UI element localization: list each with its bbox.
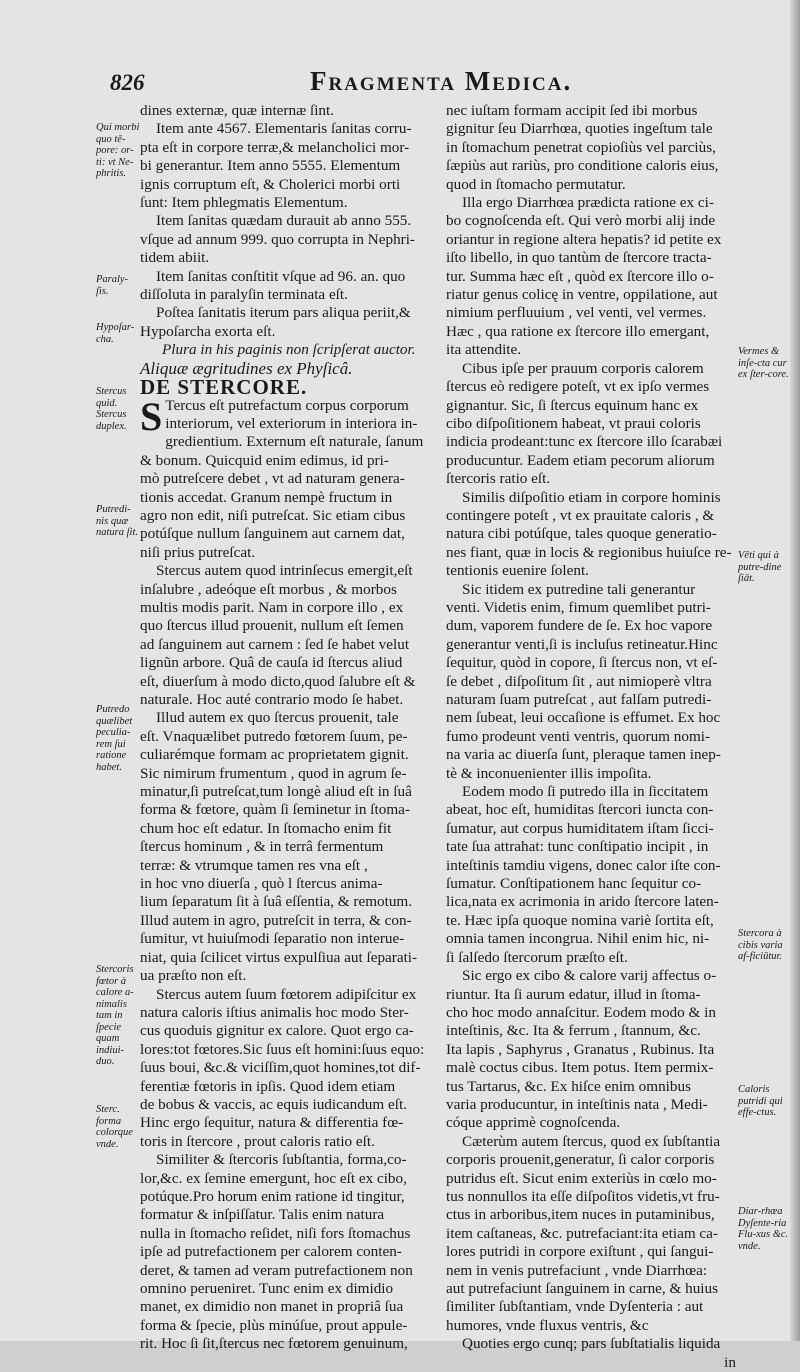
text-line: indicia prodeant:tunc ex ſtercore illo ſcarabæi bbox=[446, 433, 723, 451]
text-line: deret, & tamen ad veram putrefactionem non bbox=[140, 1261, 413, 1279]
text-line: potúque.Pro horum enim ratione id tingitur, bbox=[140, 1187, 405, 1205]
text-line: tur. Summa hæc eſt , quòd ex ſtercore illo o- bbox=[446, 267, 714, 285]
text-line: venti. Videtis enim, fimum quemlibet putri- bbox=[446, 598, 711, 616]
text-line: ſumatur. Conſtipationem hanc ſequitur co- bbox=[446, 875, 702, 893]
text-line: ſumitur, vt huiuſmodi ſeparatio non interue- bbox=[140, 930, 405, 948]
text-line: niat, quia ſcilicet virtus expulſiua aut ſeparati- bbox=[140, 948, 418, 966]
margin-note-left-1: Qui morbi quo tē-pore: or-ti: vt Ne-phritis. bbox=[96, 122, 140, 179]
text-line: generantur venti,ſi is incluſus retineatur.Hinc bbox=[446, 635, 718, 653]
text-line: dines externæ, quæ internæ ſint. bbox=[140, 102, 335, 119]
text-line: vſque ad annum 999. quo corrupta in Nephri- bbox=[140, 230, 415, 248]
text-line: lignũn arbore. Quâ de cauſa id ſtercus aliud bbox=[140, 654, 403, 672]
drop-cap: S bbox=[140, 393, 163, 439]
text-line: Quoties ergo cunq; pars ſubſtatialis liquida bbox=[462, 1335, 721, 1353]
margin-note-right-5: Diar-rhœa Dyſente-ria Flu-xus &c. vnde. bbox=[738, 1206, 789, 1252]
text-line: ua præſto non eſt. bbox=[140, 967, 247, 985]
paragraph bbox=[140, 102, 440, 212]
text-line: forma & ſpecie, plùs minúſue, prout appule- bbox=[140, 1316, 408, 1334]
text-line: ſunt: Item phlegmatis Elementum. bbox=[140, 194, 348, 212]
text-line: natura cibi potúſque, tales quoque generatio- bbox=[446, 525, 717, 543]
text-line: in hoc vno diuerſa , quò l ſtercus anima- bbox=[140, 875, 383, 893]
text-line: ſimiliter ſubſtantiam, vnde Dyſenteria : aut bbox=[446, 1298, 704, 1316]
right-column bbox=[446, 102, 736, 1372]
page-number: 826 bbox=[110, 70, 145, 95]
paragraph bbox=[140, 212, 440, 267]
text-line: riatur genus colicę in ventre, oppilatione, aut bbox=[446, 286, 718, 304]
text-line: tidem abiit. bbox=[140, 249, 210, 267]
text-line: dum, vaporem fundere de ſe. Ex hoc vapore bbox=[446, 617, 713, 635]
paragraph bbox=[140, 709, 440, 985]
text-line: gredientium. Externum eſt naturale, ſanum bbox=[165, 433, 424, 451]
text-line: ctus in arboribus,item nuces in putaminibus, bbox=[446, 1206, 715, 1224]
text-line: inteſtinis tamdiu vigens, donec calor iſte con- bbox=[446, 856, 721, 874]
text-line: cibo diſpoſitionem habeat, vt praui coloris bbox=[446, 414, 701, 432]
text-line: Poſtea ſanitatis iterum pars aliqua periit,& bbox=[156, 304, 411, 322]
text-line: mò putreſcere debet , vt ad naturam genera- bbox=[140, 470, 405, 488]
paragraph bbox=[446, 1133, 736, 1335]
paragraph bbox=[446, 489, 736, 581]
text-line: ignis corruptum eſt, & Cholerici morbi orti bbox=[140, 175, 401, 193]
text-line: riuntur. Ita ſi aurum edatur, illud in ſtoma- bbox=[446, 985, 701, 1003]
text-line: Tercus eſt putrefactum corpus corporum bbox=[165, 396, 409, 414]
text-line: gignantur. Sic, ſi ſtercus equinum hanc ex bbox=[446, 396, 699, 414]
text-line: diſſoluta in paralyſin terminata eſt. bbox=[140, 286, 348, 304]
text-line: Cæterùm autem ſtercus, quod ex ſubſtantia bbox=[462, 1132, 721, 1150]
text-line: lica,nata ex acrimonia in arido ſtercore laten- bbox=[446, 893, 719, 911]
text-line: Stercus autem quod intrinſecus emergit,eſt bbox=[156, 562, 413, 580]
text-line: te. Hæc ipſa quoque nomina variè ſortita eſt, bbox=[446, 911, 714, 929]
text-line: Ita lapis , Saphyrus , Granatus , Rubinus. Ita bbox=[446, 1040, 715, 1058]
text-line: nem ſubeat, leui occaſione is effumet. Ex hoc bbox=[446, 709, 721, 727]
text-line: tus Tartarus, &c. Ex hiſce enim omnibus bbox=[446, 1077, 691, 1095]
text-line: ſi ſalſedo ſtercorum præſto eſt. bbox=[446, 948, 628, 966]
text-line: nem in venis putrefaciunt , vnde Diarrhœa: bbox=[446, 1261, 708, 1279]
text-line: contingere poteſt , vt ex prauitate caloris , & bbox=[446, 506, 715, 524]
margin-note-left-4: Stercus quid. Stercus duplex. bbox=[96, 386, 127, 432]
text-line: ad ſanguinem aut carnem : ſed ſe habet velut bbox=[140, 635, 410, 653]
page-header bbox=[110, 64, 770, 100]
text-line: Sic itidem ex putredine tali generantur bbox=[462, 580, 696, 598]
text-line: Similis diſpoſitio etiam in corpore hominis bbox=[462, 488, 721, 506]
text-line: Hypoſarcha exorta eſt. bbox=[140, 322, 276, 340]
text-line: corporis prouenit,generatur, ſi calor corporis bbox=[446, 1151, 715, 1169]
text-line: toris in ſtercore , prout caloris ratio eſt. bbox=[140, 1132, 375, 1150]
paragraph bbox=[140, 562, 440, 709]
text-line: malè coctus cibus. Item potus. Item permix- bbox=[446, 1059, 714, 1077]
text-line: putridus eſt. Sicut enim exteriùs in cœlo mo- bbox=[446, 1169, 717, 1187]
text-line: niſi prius putreſcat. bbox=[140, 543, 256, 561]
text-line: Hæc , qua ratione ex ſtercore illo emergant, bbox=[446, 322, 710, 340]
text-line: multis modis parit. Nam in corpore illo , ex bbox=[140, 598, 404, 616]
text-line: varia producuntur, in inteſtinis nata , Medi- bbox=[446, 1095, 708, 1113]
text-line: tè & inconuenienter illis impoſita. bbox=[446, 764, 652, 782]
text-line: quod in ſtomacho permutatur. bbox=[446, 175, 626, 193]
section-subheading: Aliquæ ægritudines ex Phyſicâ. bbox=[140, 358, 353, 378]
margin-note-right-1: Vermes & inſe-cta cur ex ſter-core. bbox=[738, 346, 789, 380]
text-line: minatur,ſi putreſcat,tum longè aliud eſt in ſuâ bbox=[140, 783, 412, 801]
text-line: lores putridi in corpore exiſtunt , qui ſangui- bbox=[446, 1243, 714, 1261]
paragraph bbox=[446, 581, 736, 783]
margin-note-left-8: Sterc. forma colorque vnde. bbox=[96, 1104, 133, 1150]
editor-note: Plura in his paginis non ſcripſerat auctor. bbox=[162, 341, 416, 359]
text-line: Illud autem in agro, putreſcit in terra, & con- bbox=[140, 911, 412, 929]
text-line: iſto libello, in quo tantùm de ſtercore tracta- bbox=[446, 249, 712, 267]
text-line: forma & fœtore, quàm ſi ſeminetur in ſtoma- bbox=[140, 801, 410, 819]
margin-note-right-2: Vēti qui à putre-dine ſiāt. bbox=[738, 550, 782, 584]
text-line: & bonum. Quicquid enim edimus, id pri- bbox=[140, 451, 389, 469]
text-line: abeat, hoc eſt, humiditas ſtercori iuncta con- bbox=[446, 801, 714, 819]
text-line: ſumatur, aut corpus humiditatem iſtam ſicci- bbox=[446, 819, 714, 837]
left-column bbox=[140, 102, 440, 1354]
text-line: Sic nimirum frumentum , quod in agrum ſe- bbox=[140, 764, 407, 782]
text-line: ipſe ad putrefactionem per calorem conten- bbox=[140, 1243, 402, 1261]
text-line: formatur & inſpiſſatur. Talis enim natura bbox=[140, 1206, 385, 1224]
text-line: Illud autem ex quo ſtercus prouenit, tale bbox=[156, 709, 399, 727]
text-line: omnino perueniret. Tunc enim ex dimidio bbox=[140, 1280, 394, 1297]
margin-note-left-2: Paraly-ſis. bbox=[96, 274, 129, 297]
text-line: ſæpiùs aut rariùs, pro conditione caloris eius, bbox=[446, 157, 719, 175]
text-line: Hinc ergo ſequitur, natura & differentia fœ- bbox=[140, 1114, 404, 1132]
text-line: item caſtaneas, &c. putrefaciant:ita etiam ca- bbox=[446, 1224, 718, 1242]
text-line: ferentiæ fœtoris in ipſis. Quod idem etiam bbox=[140, 1077, 396, 1095]
section-heading: DE STERCORE. bbox=[140, 375, 308, 400]
text-line: de bobus & vaccis, ac equis iudicandum eſt. bbox=[140, 1095, 407, 1113]
text-line: inteſtinis, &c. Ita & ferrum , ſtannum, &c. bbox=[446, 1022, 701, 1040]
text-line: nes fiant, quæ in locis & regionibus huiuſce re- bbox=[446, 543, 732, 561]
paragraph bbox=[140, 304, 440, 341]
text-line: oriantur in regione altera hepatis? id petite ex bbox=[446, 230, 722, 248]
paragraph bbox=[446, 194, 736, 360]
text-line: terræ: & vtrumque tamen res vna eſt , bbox=[140, 856, 368, 874]
text-line: ſtercoris ratio eſt. bbox=[446, 470, 551, 488]
paragraph bbox=[446, 1335, 736, 1372]
text-line: bo cognoſcenda eſt. Qui verò morbi alij inde bbox=[446, 212, 716, 230]
text-line: Item ſanitas conſtitit vſque ad 96. an. quo bbox=[156, 267, 406, 285]
text-line: Eodem modo ſi putredo illa in ſiccitatem bbox=[462, 783, 709, 801]
text-line: nulla in ſtomacho reſidet, niſi fors ſtomachus bbox=[140, 1224, 411, 1242]
text-line: in ſtomachum penetrat copioſiùs vel parciùs, bbox=[446, 138, 716, 156]
paragraph bbox=[446, 967, 736, 1133]
page-spine-shadow bbox=[790, 0, 800, 1341]
margin-note-left-5: Putredi-nis quæ natura ſit. bbox=[96, 504, 139, 538]
paragraph bbox=[140, 268, 440, 305]
text-line: pta eſt in corpore terræ,& melancholici mor- bbox=[140, 138, 410, 156]
paragraph bbox=[140, 1151, 440, 1353]
text-line: eſt. Vnaquælibet putredo fœtorem ſuum, pe- bbox=[140, 727, 408, 745]
text-line: manet, ex dimidio non manet in propriâ ſua bbox=[140, 1298, 404, 1316]
text-line: culiarémque formam ac proprietatem gignit. bbox=[140, 746, 409, 764]
text-line: lores:tot fœtores.Sic ſuus eſt homini:ſuus equo: bbox=[140, 1040, 425, 1058]
text-line: nimium perfluuium , vel venti, vel vermes. bbox=[446, 304, 707, 322]
text-line: Stercus autem ſuum fœtorem adipiſcitur ex bbox=[156, 985, 417, 1003]
text-line: Item ante 4567. Elementaris ſanitas corru- bbox=[156, 120, 412, 138]
text-line: lor,&c. ex ſemine emergunt, hoc eſt ex cibo, bbox=[140, 1169, 407, 1187]
text-line: chum hoc eſt edatur. In ſtomacho enim fit bbox=[140, 819, 392, 837]
text-line: cus quoduis gignitur ex calore. Quot ergo ca- bbox=[140, 1022, 414, 1040]
paragraph bbox=[446, 783, 736, 967]
paragraph bbox=[140, 986, 440, 1152]
paragraph bbox=[140, 393, 440, 563]
paragraph bbox=[446, 102, 736, 194]
text-line: quo ſtercus illud prouenit, nullum eſt ſemen bbox=[140, 617, 404, 635]
text-line: nec iuſtam formam accipit ſed ibi morbus bbox=[446, 102, 698, 119]
catchword: in bbox=[724, 1353, 736, 1371]
text-line: cho hoc modo annaſcitur. Eodem modo & in bbox=[446, 1003, 716, 1021]
text-line: Similiter & ſtercoris ſubſtantia, forma,co- bbox=[156, 1151, 407, 1169]
text-line: Sic ergo ex cibo & calore varij affectus o- bbox=[462, 967, 717, 985]
text-line: producuntur. Eadem etiam pecorum aliorum bbox=[446, 451, 715, 469]
text-line: ſequitur, quòd in copore, ſi ſtercus non, vt eſ- bbox=[446, 654, 718, 672]
margin-note-left-7: Stercoris fœtor à calore a-nimalis tam in ſpecie quam indiui-duo. bbox=[96, 964, 134, 1067]
text-line: inſalubre , adeóque eſt morbus , & morbos bbox=[140, 580, 397, 598]
text-line: interiorum, vel exteriorum in interiora in- bbox=[165, 414, 418, 432]
text-line: eſt, diuerſum à modo dicto,quod ſalubre eſt & bbox=[140, 672, 416, 690]
margin-note-left-3: Hypoſar-cha. bbox=[96, 322, 135, 345]
text-line: tentionis euenire ſolent. bbox=[446, 562, 589, 580]
text-line: tionis accedat. Granum nempè fructum in bbox=[140, 488, 393, 506]
text-line: ſuus boui, &c.& viciſſim,quot homines,tot dif- bbox=[140, 1059, 421, 1077]
text-line: tate ſua attrahat: tunc conſtipatio incipit , in bbox=[446, 838, 709, 856]
margin-note-right-3: Stercora à cibis varia af-ficiūtur. bbox=[738, 928, 783, 962]
text-line: potúſque nullum ſanguinem aut carnem dat, bbox=[140, 525, 405, 543]
text-line: gignitur ſeu Diarrhœa, quoties ingeſtum tale bbox=[446, 120, 713, 138]
text-line: rit. Hoc ſi ſit,ſtercus nec fœtorem genuinum, bbox=[140, 1335, 408, 1353]
text-line: bi generantur. Item anno 5555. Elementum bbox=[140, 157, 401, 175]
text-line: cóque apprimè cognoſcenda. bbox=[446, 1114, 621, 1132]
text-line: omnia tamen incongrua. Nihil enim hic, ni- bbox=[446, 930, 710, 948]
text-line: ſtercus hominum , & in terrâ fermentum bbox=[140, 838, 384, 856]
text-line: Item ſanitas quædam durauit ab anno 555. bbox=[156, 212, 412, 230]
text-line: fumo prodeunt venti ventris, quorum nomi- bbox=[446, 727, 711, 745]
text-line: Illa ergo Diarrhœa prædicta ratione ex ci- bbox=[462, 194, 714, 212]
margin-note-right-4: Caloris putridi qui effe-ctus. bbox=[738, 1084, 783, 1118]
text-line: natura caloris iſtius animalis hoc modo Ster- bbox=[140, 1003, 409, 1021]
text-line: ſe debet , diſpoſitum ſit , aut nimioperè vltra bbox=[446, 672, 712, 690]
text-line: agro non edit, niſi putreſcat. Sic etiam cibus bbox=[140, 506, 406, 524]
text-line: na varia ac diuerſa ſunt, pleraque tamen inep- bbox=[446, 746, 721, 764]
text-line: Cibus ipſe per prauum corporis calorem bbox=[462, 359, 704, 377]
paragraph bbox=[446, 360, 736, 489]
text-line: naturam ſuam putreſcat , aut falſam putredi- bbox=[446, 691, 712, 708]
text-line: ita attendite. bbox=[446, 341, 522, 359]
text-line: lium ſeparatum ſit à ſuâ eſſentia, & remotum. bbox=[140, 893, 413, 911]
running-title: Fragmenta Medica. bbox=[310, 66, 573, 96]
text-line: tus nonnullos ita eſſe diſpoſitos videtis,vt fru- bbox=[446, 1187, 720, 1205]
text-line: naturale. Hoc auté contrario modo ſe habet. bbox=[140, 691, 404, 708]
text-line: aut putrefaciunt ſanguinem in carne, & huius bbox=[446, 1280, 719, 1297]
margin-note-left-6: Putredo quælibet peculia-rem ſui ratione habet. bbox=[96, 704, 133, 773]
text-line: humores, vnde fluxus ventris, &c bbox=[446, 1316, 649, 1334]
text-line: ſtercus eò redigere poteſt, vt ex ipſo vermes bbox=[446, 378, 710, 396]
